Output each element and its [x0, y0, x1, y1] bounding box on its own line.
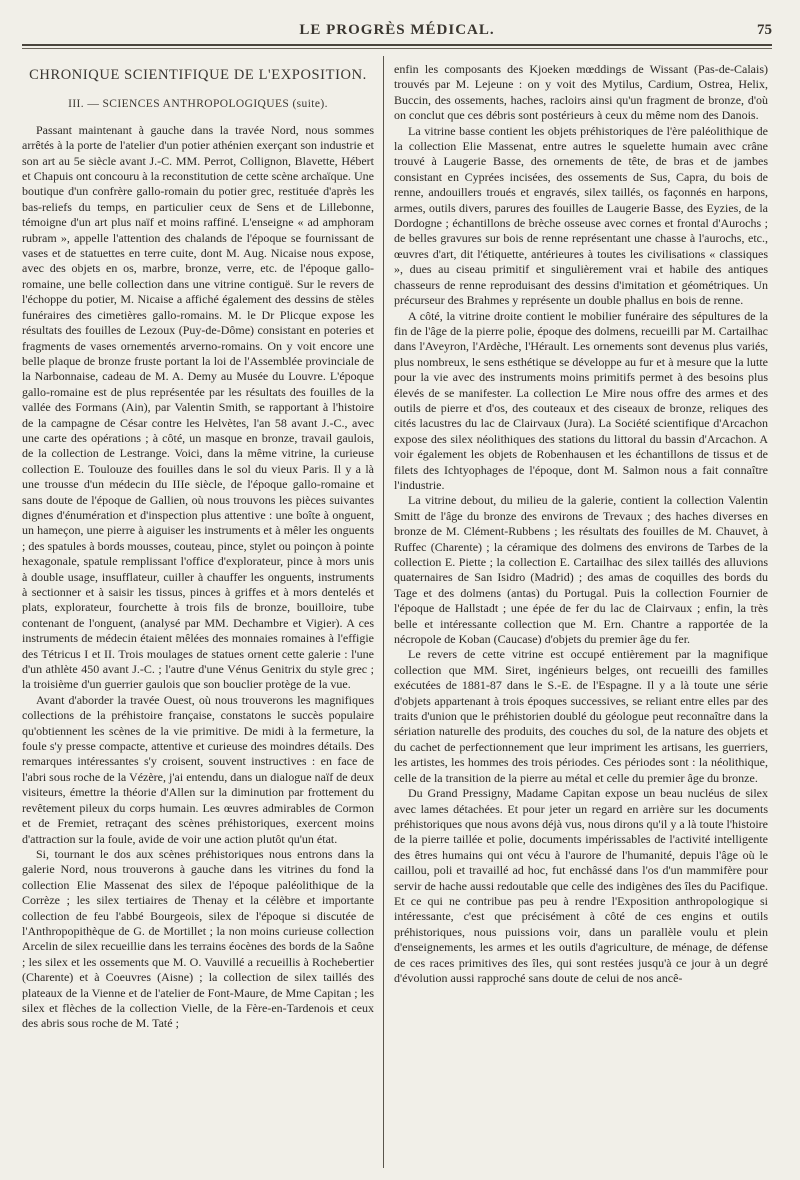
paragraph: enfin les composants des Kjoeken mœddings de Wissant (Pas-de-Calais) trouvés par M. Lejeune : on y voit des Mytilus, Cardium, Ostrea, Helix, Buccin, des ossements, haches, racloirs ainsi qu'un fragment de bronze, d'où on conclut que ces débris sont postérieurs à ceux du même nom des Danois.	[394, 62, 768, 123]
right-column	[394, 62, 768, 1172]
paragraph: Si, tournant le dos aux scènes préhistoriques nous entrons dans la galerie Nord, nous trouverons à gauche dans les vitrines du fond la collection Elie Massenat des silex de l'époque paléolithique de la Corrèze ; les silex tertiaires de Thenay et la célèbre et importante collection de feu l'abbé Bourgeois, silex de l'époque si discutée de l'Anthropopithèque de G. de Mortillet ; la non moins curieuse collection Arcelin de silex recueillie dans les terrains éocènes des bords de la Saône ; les silex et les ossements que M. O. Vauvillé a recueillis à Rochebertier (Charente) et à Coeuvres (Aisne) ; la collection de silex taillés des plateaux de la Vienne et de l'atelier de Font-Maure, de Mme Capitan ; les silex et flèches de la collection Vielle, de la Fère-en-Tardenois et ceux des abris sous roche de M. Taté ;	[22, 846, 374, 1031]
running-title: LE PROGRÈS MÉDICAL.	[299, 22, 495, 38]
paragraph: Avant d'aborder la travée Ouest, où nous trouverons les magnifiques collections de la préhistoire française, constatons le succès populaire qu'obtiennent les scènes de la vie primitive. De midi à la fermeture, la foule s'y presse compacte, attentive et curieuse des moindres détails. Des remarques intéressantes s'y croisent, souvent instructives : en face de l'abri sous roche de la Vézère, j'ai entendu, dans un dialogue naïf de deux visiteurs, émettre la théorie d'Allen sur la diminution par frottement du revêtement pileux du corps humain. Les œuvres admirables de Cormon et de Fremiet, retraçant des scènes préhistoriques, exercent moins d'attraction sur la foule, avide de voir une action plutôt qu'un état.	[22, 692, 374, 846]
paragraph: Le revers de cette vitrine est occupé entièrement par la magnifique collection que MM. Siret, ingénieurs belges, ont recueilli des familles exécutées de 1881-87 dans le S.-E. de l'Espagne. Il y a là toute une série d'objets appartenant à trois époques successives, se reliant entre elles par des traits d'union que le préhistorien doublé du géologue peut reconnaître dans la sériation naturelle des produits, des couches du sol, de la nature des objets et du cachet de perfectionnement que leur impriment les artisans, les guerriers, les artistes, les hommes des trois périodes. Ces périodes sont : la néolithique, celle de la transition de la pierre au métal et celle du premier âge du bronze.	[394, 647, 768, 785]
article-title: CHRONIQUE SCIENTIFIQUE DE L'EXPOSITION.	[29, 67, 367, 83]
header-rule-thin	[22, 48, 772, 49]
paragraph: Passant maintenant à gauche dans la travée Nord, nous sommes arrêtés à la porte de l'atelier d'un potier athénien exerçant son industrie et son art au 5e siècle avant J.-C. MM. Perrot, Collignon, Blavette, Hébert et Chapuis ont concouru à la reconstitution de cette scène archaïque. Une boutique d'un confrère gallo-romain du potier grec, restituée d'après les bas-reliefs du temps, en particulier ceux de Sens et de Lillebonne, témoigne d'un art plus naïf et moins raffiné. L'enseigne « ad amphoram rubram », appelle l'attention des chalands de l'époque se fournissant de vases et de statuettes en terre cuite, dont M. Aug. Nicaise nous expose, avec des objets en os, marbre, bronze, verre, etc. de l'époque gallo-romaine, une belle collection dans une vitrine contiguë. Sur le revers de l'échoppe du potier, M. Nicaise a affiché également des dessins de stèles funéraires des cimetières gallo-romains. M. le Dr Plicque expose les résultats des fouilles de Lezoux (Puy-de-Dôme) consistant en poteries et fragments de vases ornementés arverno-romains. On y voit encore une belle plaque de bronze fruste portant la loi de l'Assemblée provinciale de la Narbonnaise, cadeau de M. A. Demy au Musée du Louvre. L'époque gallo-romaine est de plus représentée par les résultats des fouilles de la vallée des Formans (Ain), par Valentin Smith, se rapportant à l'histoire de la campagne de César contre les Helvètes, l'an 58 avant J.-C., avec une carte des opérations ; à côté, un masque en bronze, travail gaulois, de la collection de Lestrange. Voici, dans la même vitrine, la curieuse collection E. Toulouze des fouilles dans le sol du vieux Paris. Il y a là une trousse d'un médecin du IIIe siècle, de l'époque gallo-romaine et sans doute de l'époque de Gallien, où nous trouvons les pièces suivantes dignes d'énumération et d'inspection plus attentive : une boîte à onguent, un hameçon, une pierre à aiguiser les instruments et à mêler les onguents ; des spatules à bords mousses, couteau, pince, stylet ou poinçon à pointe hexagonale, spatule remplissant l'office d'explorateur, pince à mors unis à double usage, insufflateur, cuiller à chauffer les onguents, instruments à sectionner et à saisir les tissus, pinces à griffes et à mors dentelés et plats, explorateur, fourchette à trois fils de bronze, bouilloire, tube contenant de l'onguent, (analysé par MM. Dechambre et Vigier). A ces instruments de médecin étaient mêlées des monnaies romaines à l'effigie des Tétricus I et II. Trois moulages de statues ornent cette galerie : l'une d'un athlète 450 avant J.-C. ; l'autre d'une Vénus Genitrix du style grec ; la troisième d'un guerrier gaulois que son bouclier protège de la vue.	[22, 122, 374, 692]
header-rule	[22, 44, 772, 46]
article-subtitle: III. — SCIENCES ANTHROPOLOGIQUES (suite).	[68, 98, 328, 111]
left-column	[22, 60, 374, 1170]
paragraph: A côté, la vitrine droite contient le mobilier funéraire des sépultures de la fin de l'âge de la pierre polie, époque des dolmens, recueilli par M. Cartailhac dans l'Aveyron, l'Ardèche, l'Hérault. Les ornements sont devenus plus variés, plus nombreux, le sens esthétique se développe au fur et à mesure que la lutte pour la vie avec des instruments moins primitifs permet à des besoins plus élevés de se manifester. La collection Le Mire nous offre des armes et des outils de pierre et d'os, des couteaux et des ciseaux de bronze, reliques des cités lacustres du lac de Clairvaux (Jura). La Société scientifique d'Arcachon expose des silex néolithiques des stations du littoral du bassin d'Arcachon. A voir également les objets de Robenhausen et les échantillons de tissus et de filets des Ichtyophages de l'époque, dont M. Salmon nous a fait connaître l'industrie.	[394, 308, 768, 492]
paragraph: Du Grand Pressigny, Madame Capitan expose un beau nucléus de silex avec lames détachées. Et pour jeter un regard en arrière sur les documents préhistoriques que nous avons déjà vus, nous dirons qu'il y a là toute l'histoire de la pierre taillée et polie, documents impérissables de l'activité intelligente des êtres humains qui ont vécu à l'aurore de l'humanité, depuis l'âge où le caillou, poli et travaillé ad hoc, fut enchâssé dans l'os d'un mammifère pour servir de hache aussi redoutable que celle des indigènes des îles du Pacifique. Et ce qui ne contribue pas peu à rendre l'Exposition anthropologique si intéressante, c'est que précisément à côté de ces engins et outils préhistoriques, nous puissions voir, dans un parallèle voulu et plein d'enseignements, les armes et les outils d'agriculture, de ménage, de défense de ces races primitives des îles, qui sont restées jusqu'à ce jour à un degré d'évolution aussi rapproché sans doute de celui de nos ancê-	[394, 786, 768, 985]
paragraph: La vitrine debout, du milieu de la galerie, contient la collection Valentin Smitt de l'âge du bronze des environs de Trevaux ; des haches diverses en bronze de M. Clément-Rubbens ; les résultats des fouilles de M. Chauvet, à Ruffec (Charente) ; la céramique des dolmens des environs de Tarbes de la collection E. Piette ; la collection E. Cartailhac des silex taillés des alluvions quaternaires de San Isidro (Madrid) ; des amas de coquilles des bords du Tage et des dolmens (antas) du Portugal. Puis la collection Fournier de l'époque de Hallstadt ; une épée de fer du lac de Clairvaux ; enfin, la très belle et intéressante collection que M. Ern. Chantre a rapportée de la nécropole de Koban (Caucase) d'objets du premier âge du fer.	[394, 493, 768, 647]
paragraph: La vitrine basse contient les objets préhistoriques de l'ère paléolithique de la collection Elie Massenat, entre autres le squelette humain avec crâne trouvé à Laugerie Basse, des ornements de tête, de bras et de jambes consistant en Cyprées incisées, des ossements de Sus, Capra, du bois de renne, andouillers troués et engravés, silex taillés, os façonnés en harpons, armes, outils divers, parures des fouilles de Laugerie Basse, des Eyzies, de la Dordogne ; échantillons de brèche osseuse avec cornes et frontal d'Aurochs ; de belles gravures sur bois de renne représentant une chasse à l'aurochs, etc., œuvres d'art, dit l'étiquette, antérieures à toutes les civilisations « classiques », dues au ciseau primitif et singulièrement vrai et habile des antiques chasseurs de renne reproduisant des dessins d'imitation et géométriques. Un précurseur des Brahmes y représente un double phallus en bois de renne.	[394, 123, 768, 308]
page-number: 75	[757, 22, 772, 38]
page-header	[22, 22, 772, 44]
column-divider	[383, 56, 384, 1168]
